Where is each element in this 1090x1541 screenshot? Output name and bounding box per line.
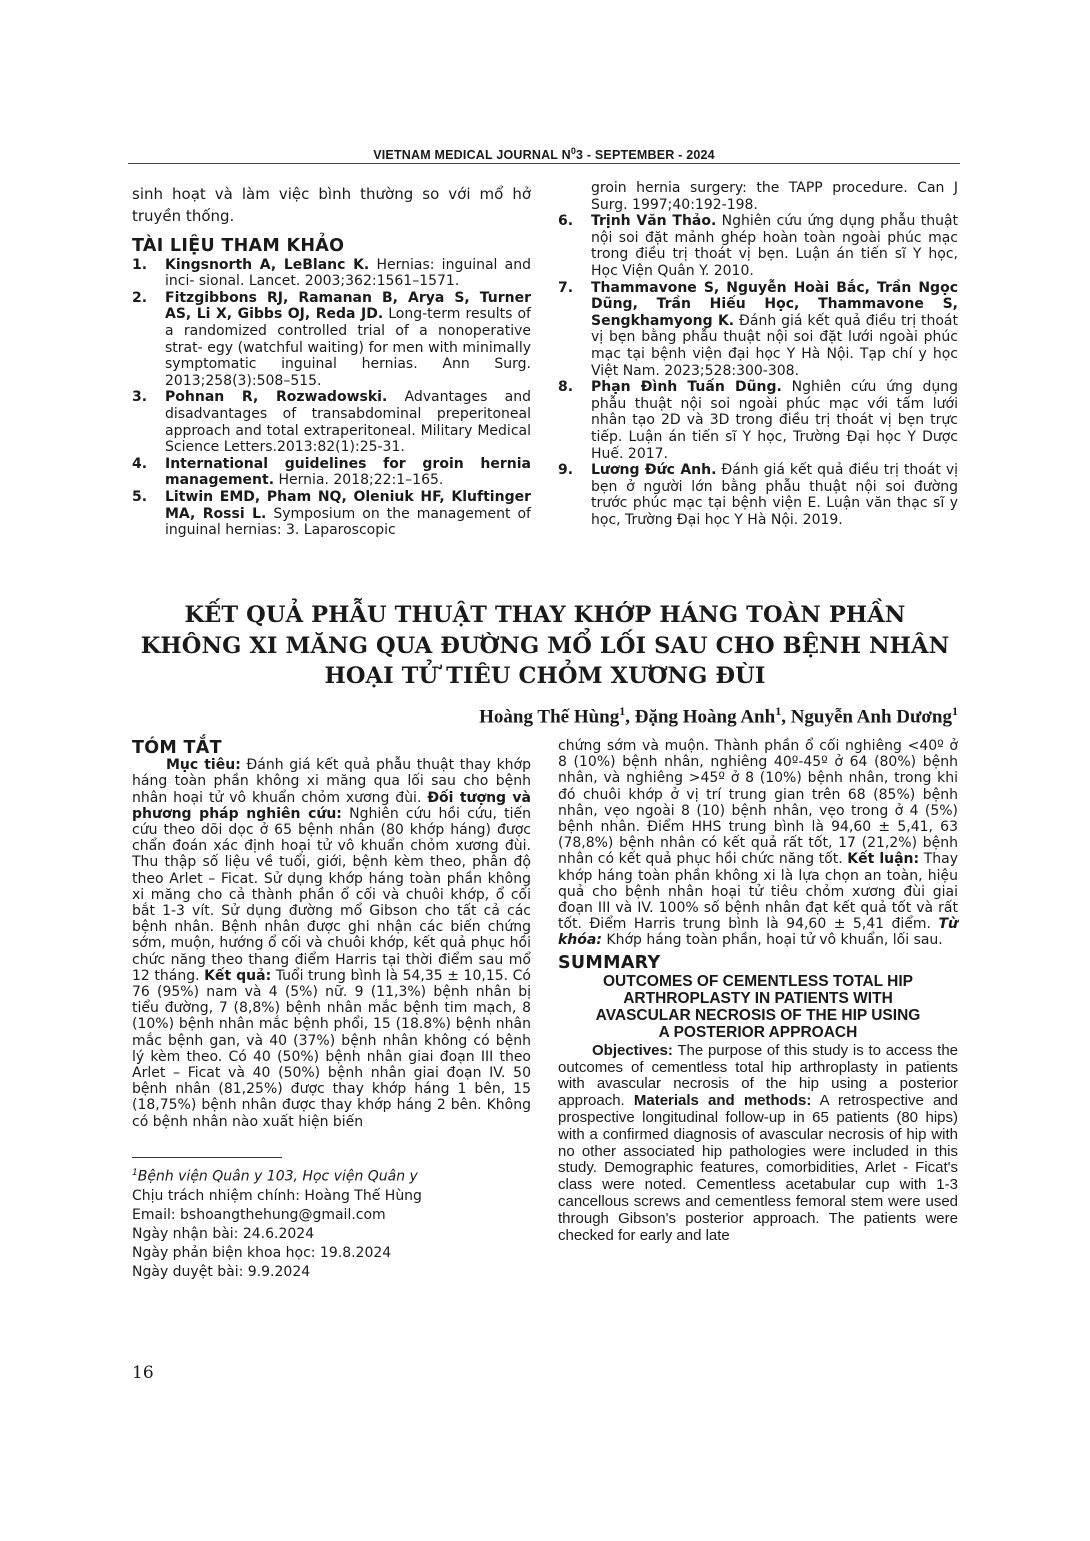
reference-item xyxy=(558,379,958,462)
summary-text: The purpose of this study is to access the outcomes of cementless total hip arthroplasty in patients with avascular necrosis of the hip using a posterior approach. xyxy=(558,1041,958,1110)
references-list-continued xyxy=(558,213,958,528)
reference-number: 4. xyxy=(132,455,148,472)
english-title-line: ARTHROPLASTY IN PATIENTS WITH xyxy=(623,989,893,1007)
reference-authors: Fitzgibbons RJ, Ramanan B, Arya S, Turner AS, Li X, Gibbs OJ, Reda JD. xyxy=(165,289,531,323)
reference-text: Symposium on the management of inguinal hernias: 3. Laparoscopic xyxy=(165,505,531,539)
reference-text: Đánh giá kết quả điều trị thoát vị bẹn bằng phẫu thuật nội soi đặt lưới ngoài phúc mạc tại bệnh viện đại học Y Hà Nội. Tạp chí y học Việt Nam. 2023;528:300-308. xyxy=(591,312,959,379)
reference-item xyxy=(558,280,958,380)
reference-authors: Phạn Đình Tuấn Dũng. xyxy=(591,379,782,396)
label-ket-luan: Kết luận: xyxy=(847,851,920,868)
reference-item xyxy=(132,257,531,290)
author-name: Đặng Hoàng Anh xyxy=(634,706,776,728)
reference-text: Hernia. 2018;22:1–165. xyxy=(274,472,444,489)
reference-authors: Lương Đức Anh. xyxy=(591,462,717,479)
reference-text: Long-term results of a randomized controlled trial of a nonoperative strat- egy (watchful waiting) for men with minimally symptomatic inguinal hernias. Ann Surg. 2013;258(3):508–515. xyxy=(165,306,531,389)
title-line: KHÔNG XI MĂNG QUA ĐƯỜNG MỔ LỐI SAU CHO BỆNH NHÂN xyxy=(140,632,950,659)
abstract-text: Tuổi trung bình là 54,35 ± 10,15. Có 76 (95%) nam và 4 (5%) nữ. 9 (11,3%) bệnh nhân bị tiểu đường, 7 (8,8%) bệnh nhân mắc bệnh tim mạch, 8 (10%) bệnh nhân mắc bệnh phổi, 15 (18.8%) bệnh nhân mắc bệnh gan, và 40 (37%) bệnh nhân không có bệnh lý kèm theo. Có 40 (50%) bệnh nhân giai đoạn III theo Arlet – Ficat và 40 (50%) bệnh nhân giai đoạn IV. 50 bệnh nhân (81,25%) được thay khớp háng 1 bên, 15 (18,75%) bệnh nhân được thay khớp háng 2 bên. Không có bệnh nhân nào xuất hiện biến xyxy=(132,967,531,1130)
keywords-text: Khớp háng toàn phần, hoại tử vô khuẩn, lối sau. xyxy=(601,932,943,949)
reference-number: 5. xyxy=(132,488,148,505)
responsible-author: Chịu trách nhiệm chính: Hoàng Thế Hùng xyxy=(132,1187,422,1204)
abstract-text: chứng sớm và muộn. Thành phần ổ cối nghiêng <40º ở 8 (10%) bệnh nhân, nghiêng 40º-45º ở 64 (80%) bệnh nhân, và nghiêng >45º ở 8 (10%) bệnh nhân, trong khi đó chuôi khớp ở vị trí trung gian trên 68 (85%) bệnh nhân, vẹo ngoài 8 (10) bệnh nhân, vẹo trong ở 4 (5%) bệnh nhân. Điểm HHS trung bình là 94,60 ± 5,41, 63 (78,8%) bệnh nhân có kết quả rất tốt, 17 (21,2%) bệnh nhân có kết quả phục hồi chức năng tốt. xyxy=(558,738,958,868)
footnote-rule xyxy=(132,1157,282,1158)
reference-number: 9. xyxy=(558,462,574,479)
label-doi-tuong: Đối tượng và phương pháp nghiên cứu: xyxy=(132,789,531,822)
article-title xyxy=(130,600,960,692)
author-separator: , xyxy=(781,706,791,728)
author-name: Hoàng Thế Hùng xyxy=(479,706,620,728)
english-title xyxy=(558,973,958,1041)
label-tu-khoa: Từ khóa: xyxy=(558,916,958,949)
author-separator: , xyxy=(625,706,635,728)
reference-text: Đánh giá kết quả điều trị thoát vị bẹn ở người lớn bằng phẫu thuật nội soi đường trước phúc mạc tại bệnh viện E. Luận văn thạc sĩ y học, Trường Đại học Y Hà Nội. 2019. xyxy=(591,462,959,528)
date-accepted: Ngày duyệt bài: 9.9.2024 xyxy=(132,1263,311,1280)
prev-article-right-column xyxy=(558,180,958,528)
reference-text: Nghiên cứu ứng dụng phẫu thuật nội soi đặt mảnh ghép hoàn toàn ngoài phúc mạc trong điều trị thoát vị bẹn. Luận án tiến sĩ Y học, Học Viện Quân Y. 2010. xyxy=(591,213,959,279)
affiliation-mark: 1 xyxy=(619,704,626,718)
reference-authors: Litwin EMD, Pham NQ, Oleniuk HF, Kluftinger MA, Rossi L. xyxy=(165,488,531,522)
reference-item xyxy=(132,389,531,455)
reference-item xyxy=(132,456,531,489)
reference-continued: groin hernia surgery: the TAPP procedure. Can J Surg. 1997;40:192-198. xyxy=(591,180,958,213)
reference-text: Hernias: inguinal and inci- sional. Lancet. 2003;362:1561–1571. xyxy=(165,256,531,290)
issue-date: 3 - SEPTEMBER - 2024 xyxy=(576,148,715,163)
reference-item xyxy=(558,462,958,528)
reference-text: Nghiên cứu ứng dụng phẫu thuật nội soi ngoài phúc mạc với tấm lưới nhân tạo 2D và 3D trong điều trị thoát vị bẹn trực tiếp. Luận án tiến sĩ Y học, Trường Đại học Y Dược Huế. 2017. xyxy=(591,379,958,462)
footnotes xyxy=(132,1164,531,1282)
journal-name: VIETNAM MEDICAL JOURNAL N xyxy=(373,148,571,163)
reference-number: 7. xyxy=(558,279,574,296)
abstract-left-column xyxy=(132,740,531,1130)
reference-item xyxy=(132,489,531,539)
reference-number: 1. xyxy=(132,256,148,273)
reference-authors: Trịnh Văn Thảo. xyxy=(591,213,717,230)
date-received: Ngày nhận bài: 24.6.2024 xyxy=(132,1225,315,1242)
summary-heading: SUMMARY xyxy=(558,952,661,973)
reference-number: 2. xyxy=(132,289,148,306)
prev-article-left-column xyxy=(132,183,531,539)
abstract-text: Đánh giá kết quả phẫu thuật thay khớp háng toàn phần không xi măng qua lối sau cho bệnh nhân hoại tử vô khuẩn chỏm xương đùi. xyxy=(132,757,531,806)
abstract-heading: TÓM TẮT xyxy=(132,738,222,758)
affiliation-text: Bệnh viện Quân y 103, Học viện Quân y xyxy=(137,1168,418,1185)
reference-authors: International guidelines for groin hernia management. xyxy=(165,455,531,489)
header-rule xyxy=(128,163,960,164)
reference-number: 6. xyxy=(558,213,574,230)
reference-item xyxy=(132,290,531,390)
abstract-text: Nghiên cứu hồi cứu, tiến cứu theo dõi dọc ở 65 bệnh nhân (80 khớp háng) được chẩn đoán xác định hoại tử vô khuẩn chỏm xương đùi. Thu thập số liệu về tuổi, giới, bệnh kèm theo, phân độ theo Arlet – Ficat. Sử dụng khớp háng toàn phần không xi măng cho cả thành phần ổ cối và chuôi khớp, ổ cối bắt 1-3 vít. Sử dụng đường mổ Gibson cho tất cả các bệnh nhân. Bệnh nhân được ghi nhận các biến chứng sớm, muộn, hướng ổ cối và chuôi khớp, kết quả phục hồi chức năng theo thang điểm Harris tại thời điểm sau mổ 12 tháng. xyxy=(132,805,532,984)
running-header xyxy=(128,146,960,162)
title-line: KẾT QUẢ PHẪU THUẬT THAY KHỚP HÁNG TOÀN PHẦN xyxy=(184,602,906,628)
abstract-right-column xyxy=(558,738,958,1244)
date-reviewed: Ngày phản biện khoa học: 19.8.2024 xyxy=(132,1244,392,1261)
english-title-line: OUTCOMES OF CEMENTLESS TOTAL HIP xyxy=(602,972,913,990)
reference-item xyxy=(558,213,958,279)
summary-text: A retrospective and prospective longitudinal follow-up in 65 patients (80 hips) with a confirmed diagnosis of avascular necrosis of hip with no other associated hip pathologies were included in this study. Demographic features, comorbidities, Arlet - Ficat's class were noted. Cementless acetabular cup with 1-3 cancellous screws and cementless femoral stem were used through Gibson's posterior approach. The patients were checked for early and late xyxy=(558,1092,958,1244)
issue-superscript: 0 xyxy=(570,146,577,156)
abstract-paragraph xyxy=(132,757,531,1130)
summary-paragraph xyxy=(558,1043,958,1245)
abstract-paragraph-continued xyxy=(558,738,958,949)
reference-number: 3. xyxy=(132,389,148,406)
abstract-text: Thay khớp háng toàn phần không xi là lựa chọn an toàn, hiệu quả cho bệnh nhân hoại tử tiêu chỏm xương đùi giai đoạn III và IV. 100% số bệnh nhân đạt kết quả tốt và rất tốt. Điểm Harris trung bình là 94,60 ± 5,41 điểm. xyxy=(558,851,958,933)
email: Email: bshoangthehung@gmail.com xyxy=(132,1206,386,1223)
english-title-line: AVASCULAR NECROSIS OF THE HIP USING xyxy=(595,1006,921,1024)
reference-text: Advantages and disadvantages of transabdominal preperitoneal approach and total extraperitoneal. Military Medical Science Letters.2013:82(1):25-31. xyxy=(165,389,531,456)
affiliation-note xyxy=(132,1164,531,1187)
reference-authors: Thammavone S, Nguyễn Hoài Bắc, Trần Ngọc Dũng, Trần Hiếu Học, Thammavone S, Sengkhamyong K. xyxy=(591,279,958,329)
affiliation-mark: 1 xyxy=(952,704,958,718)
reference-number: 8. xyxy=(558,379,574,396)
author-name: Nguyễn Anh Dương xyxy=(790,706,952,728)
label-objectives: Objectives: xyxy=(592,1041,673,1059)
prev-article-tail: sinh hoạt và làm việc bình thường so với mổ hở truyền thống. xyxy=(132,185,531,225)
reference-authors: Pohnan R, Rozwadowski. xyxy=(165,389,388,406)
label-muc-tieu: Mục tiêu: xyxy=(166,757,241,774)
label-materials-methods: Materials and methods: xyxy=(633,1092,812,1110)
title-line: HOẠI TỬ TIÊU CHỎM XƯƠNG ĐÙI xyxy=(324,663,766,689)
page-number: 16 xyxy=(132,1363,154,1383)
affiliation-mark: 1 xyxy=(775,704,782,718)
references-heading: TÀI LIỆU THAM KHẢO xyxy=(132,236,345,256)
author-list xyxy=(479,704,958,728)
affiliation-mark: 1 xyxy=(132,1168,138,1178)
label-ket-qua: Kết quả: xyxy=(204,967,272,984)
english-title-line: A POSTERIOR APPROACH xyxy=(658,1023,858,1041)
references-list xyxy=(132,257,531,539)
reference-authors: Kingsnorth A, LeBlanc K. xyxy=(165,256,370,273)
